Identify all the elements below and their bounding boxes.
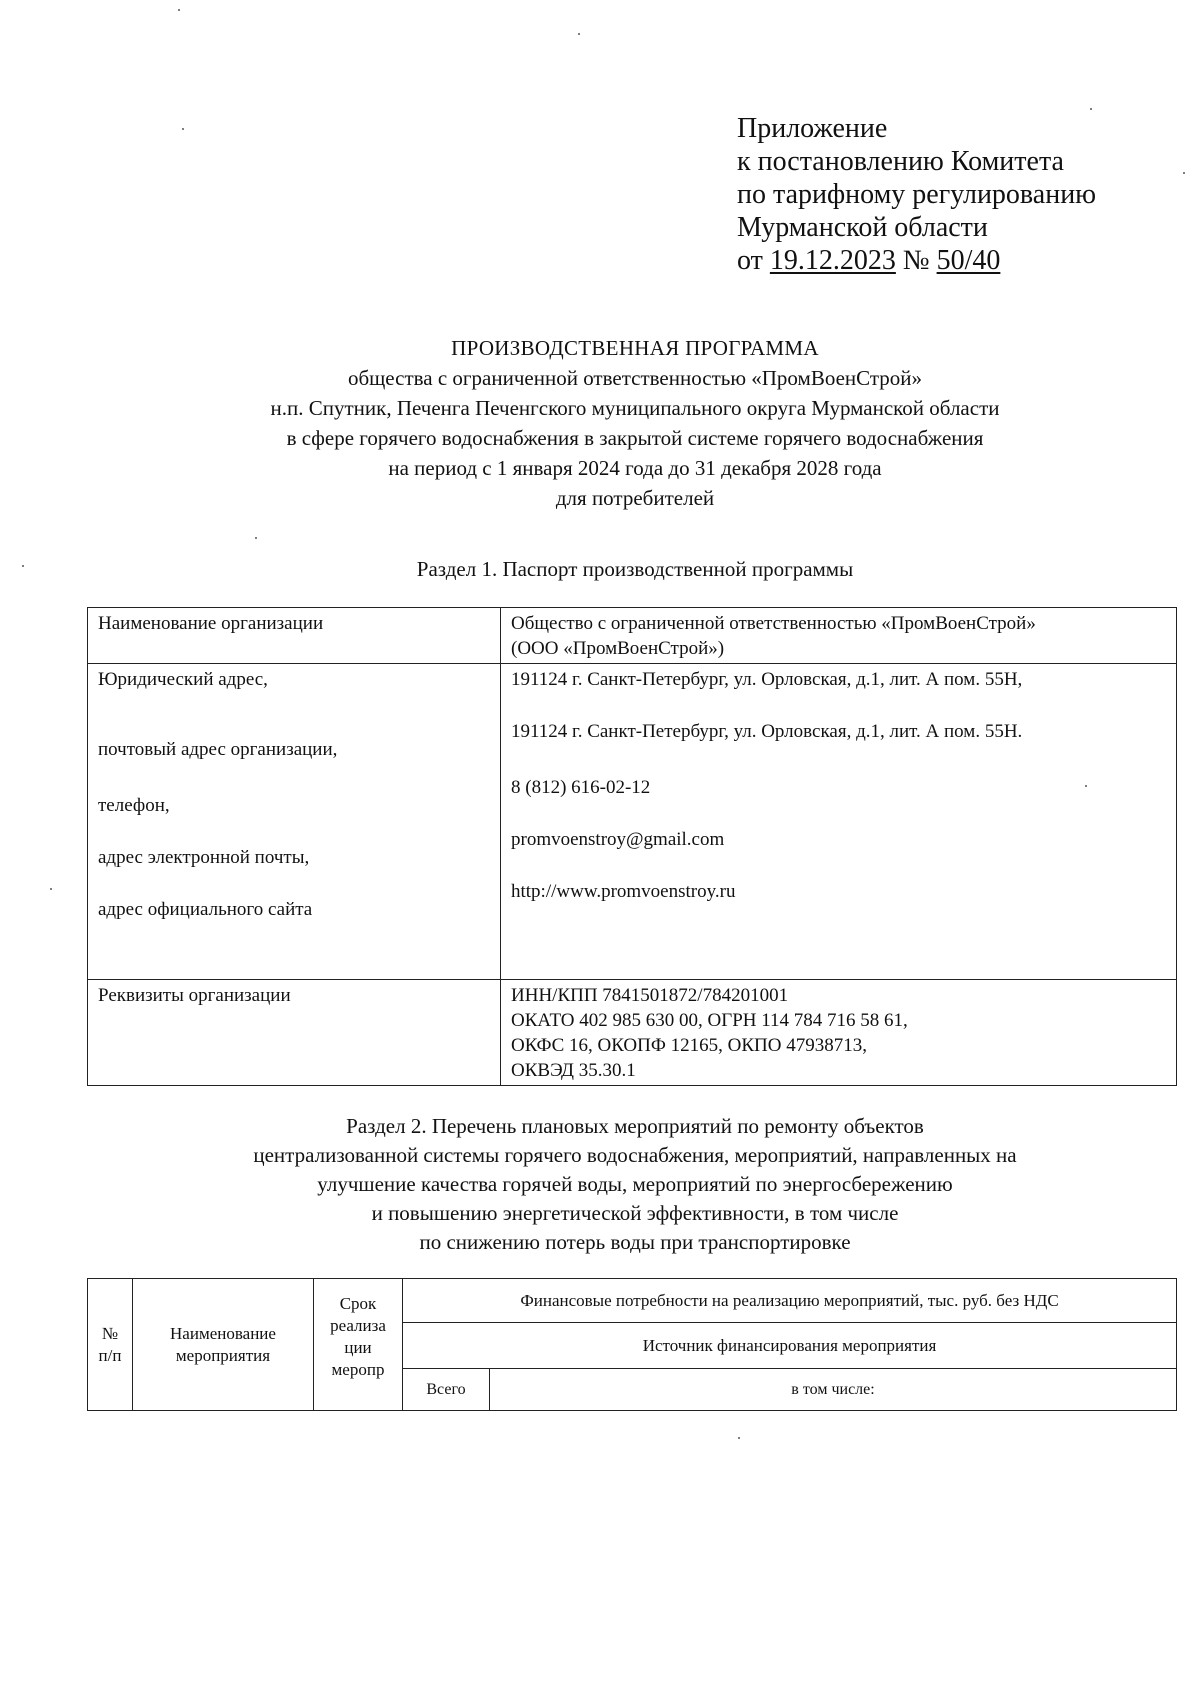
scan-speck bbox=[22, 565, 24, 567]
measures-table bbox=[87, 1278, 1177, 1411]
requisites-value bbox=[501, 980, 1177, 1086]
appendix-number-sign: № bbox=[902, 245, 930, 276]
col-term-header-line-1: Срок bbox=[339, 1294, 377, 1313]
appendix-date: 19.12.2023 bbox=[769, 245, 896, 276]
col-name-header bbox=[133, 1279, 314, 1411]
table-row bbox=[88, 664, 1177, 980]
appendix-block bbox=[737, 112, 1157, 277]
postal-address-value: 191124 г. Санкт-Петербург, ул. Орловская, д.1, лит. А пом. 55Н. bbox=[511, 721, 1023, 742]
scan-speck bbox=[578, 33, 580, 35]
contacts-values bbox=[501, 664, 1177, 980]
appendix-line-2: к постановлению Комитета bbox=[737, 146, 1064, 177]
col-number-header bbox=[88, 1279, 133, 1411]
requisites-line-1: ИНН/КПП 7841501872/784201001 bbox=[511, 985, 789, 1006]
col-name-header-line-1: Наименование bbox=[170, 1323, 276, 1343]
program-title-block bbox=[90, 333, 1180, 513]
program-title-line-3: н.п. Спутник, Печенга Печенгского муниципального округа Мурманской области bbox=[270, 396, 1000, 420]
phone-label: телефон, bbox=[98, 795, 170, 816]
passport-table bbox=[87, 607, 1177, 1086]
website-value: http://www.promvoenstroy.ru bbox=[511, 881, 736, 902]
org-name-value-line-1: Общество с ограниченной ответственностью «ПромВоенСтрой» bbox=[511, 613, 1036, 634]
program-title-line-5: на период с 1 января 2024 года до 31 декабря 2028 года bbox=[388, 456, 882, 480]
program-title-line-6: для потребителей bbox=[555, 486, 715, 510]
appendix-line-4: Мурманской области bbox=[737, 212, 988, 243]
col-term-header bbox=[314, 1279, 403, 1411]
phone-value: 8 (812) 616-02-12 bbox=[511, 777, 651, 798]
section-2-heading-line-2: централизованной системы горячего водоснабжения, мероприятий, направленных на bbox=[253, 1143, 1017, 1167]
section-2-heading-line-5: по снижению потерь воды при транспортировке bbox=[419, 1230, 851, 1254]
program-title-line-2: общества с ограниченной ответственностью «ПромВоенСтрой» bbox=[347, 366, 923, 390]
col-number-header-line-2: п/п bbox=[98, 1345, 122, 1365]
appendix-line-3: по тарифному регулированию bbox=[737, 179, 1097, 210]
scan-speck bbox=[738, 1437, 740, 1439]
table-row bbox=[88, 980, 1177, 1086]
legal-address-label: Юридический адрес, bbox=[98, 669, 268, 690]
appendix-date-line bbox=[737, 244, 1157, 277]
section-2-heading bbox=[90, 1112, 1180, 1257]
section-2-heading-line-3: улучшение качества горячей воды, мероприятий по энергосбережению bbox=[317, 1172, 953, 1196]
legal-address-value: 191124 г. Санкт-Петербург, ул. Орловская, д.1, лит. А пом. 55Н, bbox=[511, 669, 1023, 690]
requisites-line-3: ОКФС 16, ОКОПФ 12165, ОКПО 47938713, bbox=[511, 1035, 867, 1056]
col-term-header-line-2: реализа bbox=[330, 1316, 386, 1335]
financial-needs-header: Финансовые потребности на реализацию мероприятий, тыс. руб. без НДС bbox=[403, 1279, 1177, 1323]
org-name-label: Наименование организации bbox=[88, 608, 501, 664]
scan-speck bbox=[1085, 785, 1087, 787]
table-row bbox=[88, 1279, 1177, 1323]
section-2-heading-line-4: и повышению энергетической эффективности, в том числе bbox=[371, 1201, 899, 1225]
org-name-value bbox=[501, 608, 1177, 664]
program-title-line-4: в сфере горячего водоснабжения в закрытой системе горячего водоснабжения bbox=[286, 426, 984, 450]
scan-speck bbox=[178, 9, 180, 11]
scan-speck bbox=[1183, 172, 1185, 174]
appendix-number: 50/40 bbox=[936, 245, 1001, 276]
requisites-label: Реквизиты организации bbox=[88, 980, 501, 1086]
appendix-date-prefix: от bbox=[737, 245, 763, 276]
col-name-header-line-2: мероприятия bbox=[175, 1345, 271, 1365]
program-title: ПРОИЗВОДСТВЕННАЯ ПРОГРАММА bbox=[451, 336, 819, 360]
scan-speck bbox=[1090, 108, 1092, 110]
including-header: в том числе: bbox=[490, 1369, 1177, 1411]
funding-source-header: Источник финансирования мероприятия bbox=[403, 1323, 1177, 1369]
requisites-line-4: ОКВЭД 35.30.1 bbox=[511, 1060, 636, 1081]
col-term-header-line-3: ции bbox=[344, 1338, 372, 1357]
col-number-header-line-1: № bbox=[101, 1323, 119, 1343]
postal-address-label: почтовый адрес организации, bbox=[98, 739, 338, 760]
email-label: адрес электронной почты, bbox=[98, 847, 310, 868]
total-header: Всего bbox=[403, 1369, 490, 1411]
table-row bbox=[88, 608, 1177, 664]
appendix-line-1: Приложение bbox=[737, 113, 888, 144]
email-value: promvoenstroy@gmail.com bbox=[511, 829, 725, 850]
scan-speck bbox=[50, 888, 52, 890]
org-name-value-line-2: (ООО «ПромВоенСтрой») bbox=[511, 638, 725, 659]
scan-speck bbox=[255, 537, 257, 539]
section-2-heading-line-1: Раздел 2. Перечень плановых мероприятий по ремонту объектов bbox=[346, 1114, 924, 1138]
section-1-heading: Раздел 1. Паспорт производственной программы bbox=[416, 557, 854, 581]
contacts-labels bbox=[88, 664, 501, 980]
col-term-header-line-4: меропр bbox=[331, 1360, 385, 1379]
website-label: адрес официального сайта bbox=[98, 899, 313, 920]
requisites-line-2: ОКАТО 402 985 630 00, ОГРН 114 784 716 58 61, bbox=[511, 1010, 908, 1031]
scan-speck bbox=[182, 128, 184, 130]
